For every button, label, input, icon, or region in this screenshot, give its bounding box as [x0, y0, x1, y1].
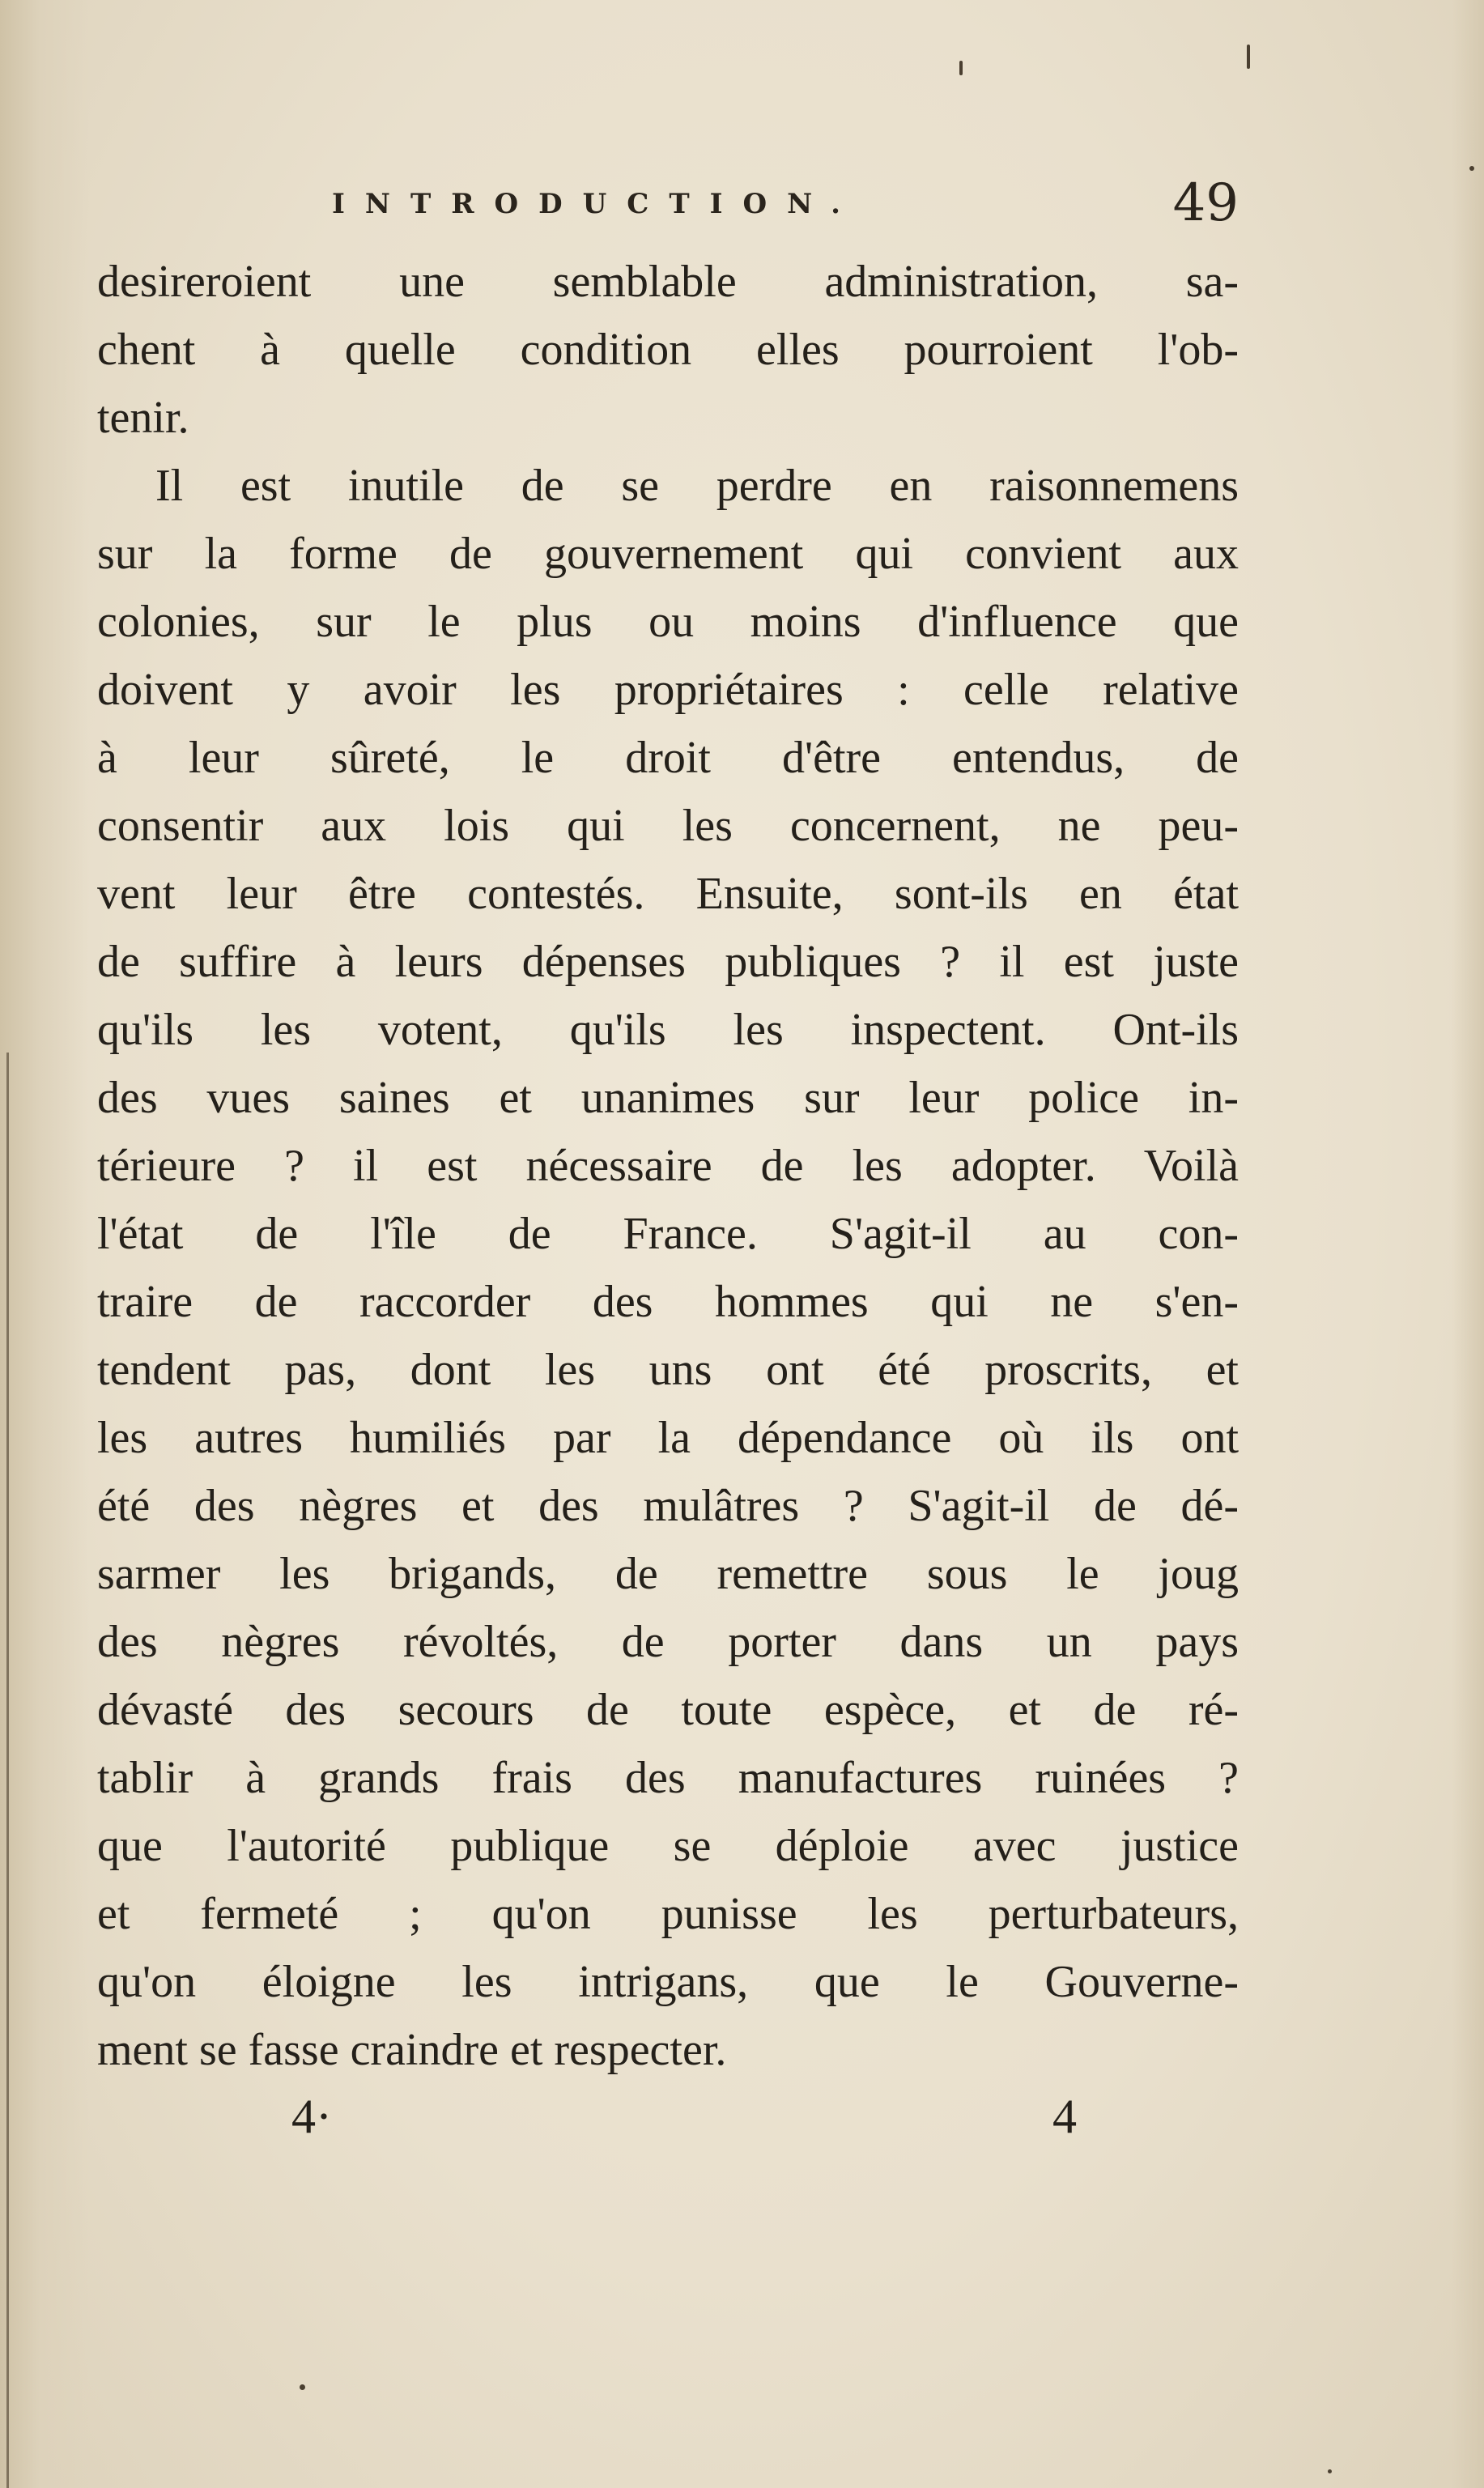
text-line: des nègres révoltés, de porter dans un pays: [97, 1617, 1239, 1667]
text-line: l'état de l'île de France. S'agit-il au con-: [97, 1209, 1239, 1259]
text-line: consentir aux lois qui les concernent, ne peu-: [97, 801, 1239, 851]
paper-speck: [1469, 166, 1474, 171]
text-line: qu'on éloigne les intrigans, que le Gouverne-: [97, 1957, 1239, 2007]
text-line: tablir à grands frais des manufactures ruinées ?: [97, 1753, 1239, 1803]
running-head-title: INTRODUCTION.: [332, 188, 861, 220]
page-edge-shadow: [1452, 0, 1484, 2488]
running-head: [97, 170, 1239, 251]
signature-mark-right: 4: [1052, 2090, 1077, 2143]
text-line: sur la forme de gouvernement qui convient aux: [97, 529, 1239, 579]
text-line: dévasté des secours de toute espèce, et de ré-: [97, 1685, 1239, 1735]
spine-edge-line: [6, 1053, 9, 2488]
text-line: été des nègres et des mulâtres ? S'agit-il de dé-: [97, 1481, 1239, 1531]
text-line: Il est inutile de se perdre en raisonnemens: [155, 461, 1239, 511]
paper-speck: [300, 2384, 305, 2390]
text-line: doivent y avoir les propriétaires : celle relative: [97, 665, 1239, 715]
text-line: à leur sûreté, le droit d'être entendus, de: [97, 733, 1239, 783]
signature-mark-left: 4·: [291, 2090, 332, 2143]
paper-speck: [1247, 45, 1250, 69]
text-line: de suffire à leurs dépenses publiques ? il est juste: [97, 937, 1239, 987]
text-line: colonies, sur le plus ou moins d'influence que: [97, 597, 1239, 647]
paper-speck: [1328, 2469, 1332, 2473]
text-line: traire de raccorder des hommes qui ne s'en-: [97, 1277, 1239, 1327]
signature-marks: [97, 2081, 1239, 2162]
text-line: des vues saines et unanimes sur leur police in-: [97, 1073, 1239, 1123]
text-line: chent à quelle condition elles pourroient l'ob-: [97, 325, 1239, 375]
paragraph-1: [97, 248, 1239, 452]
gutter-shadow: [0, 0, 89, 2488]
text-line: desireroient une semblable administration, sa-: [97, 257, 1239, 307]
body-text: [97, 248, 1239, 2084]
text-line: qu'ils les votent, qu'ils les inspectent. Ont-ils: [97, 1005, 1239, 1055]
text-line: vent leur être contestés. Ensuite, sont-ils en état: [97, 869, 1239, 919]
text-line: tendent pas, dont les uns ont été proscrits, et: [97, 1345, 1239, 1395]
text-line: ment se fasse craindre et respecter.: [97, 2025, 727, 2075]
text-line: sarmer les brigands, de remettre sous le joug: [97, 1549, 1239, 1599]
text-line: tenir.: [97, 393, 189, 443]
text-line: que l'autorité publique se déploie avec justice: [97, 1821, 1239, 1871]
text-line: térieure ? il est nécessaire de les adopter. Voilà: [97, 1141, 1239, 1191]
text-line: les autres humiliés par la dépendance où ils ont: [97, 1413, 1239, 1463]
paragraph-2: [97, 452, 1239, 2084]
paper-speck: [959, 61, 963, 75]
page-number: 49: [1172, 173, 1239, 233]
text-line: et fermeté ; qu'on punisse les perturbateurs,: [97, 1889, 1239, 1939]
